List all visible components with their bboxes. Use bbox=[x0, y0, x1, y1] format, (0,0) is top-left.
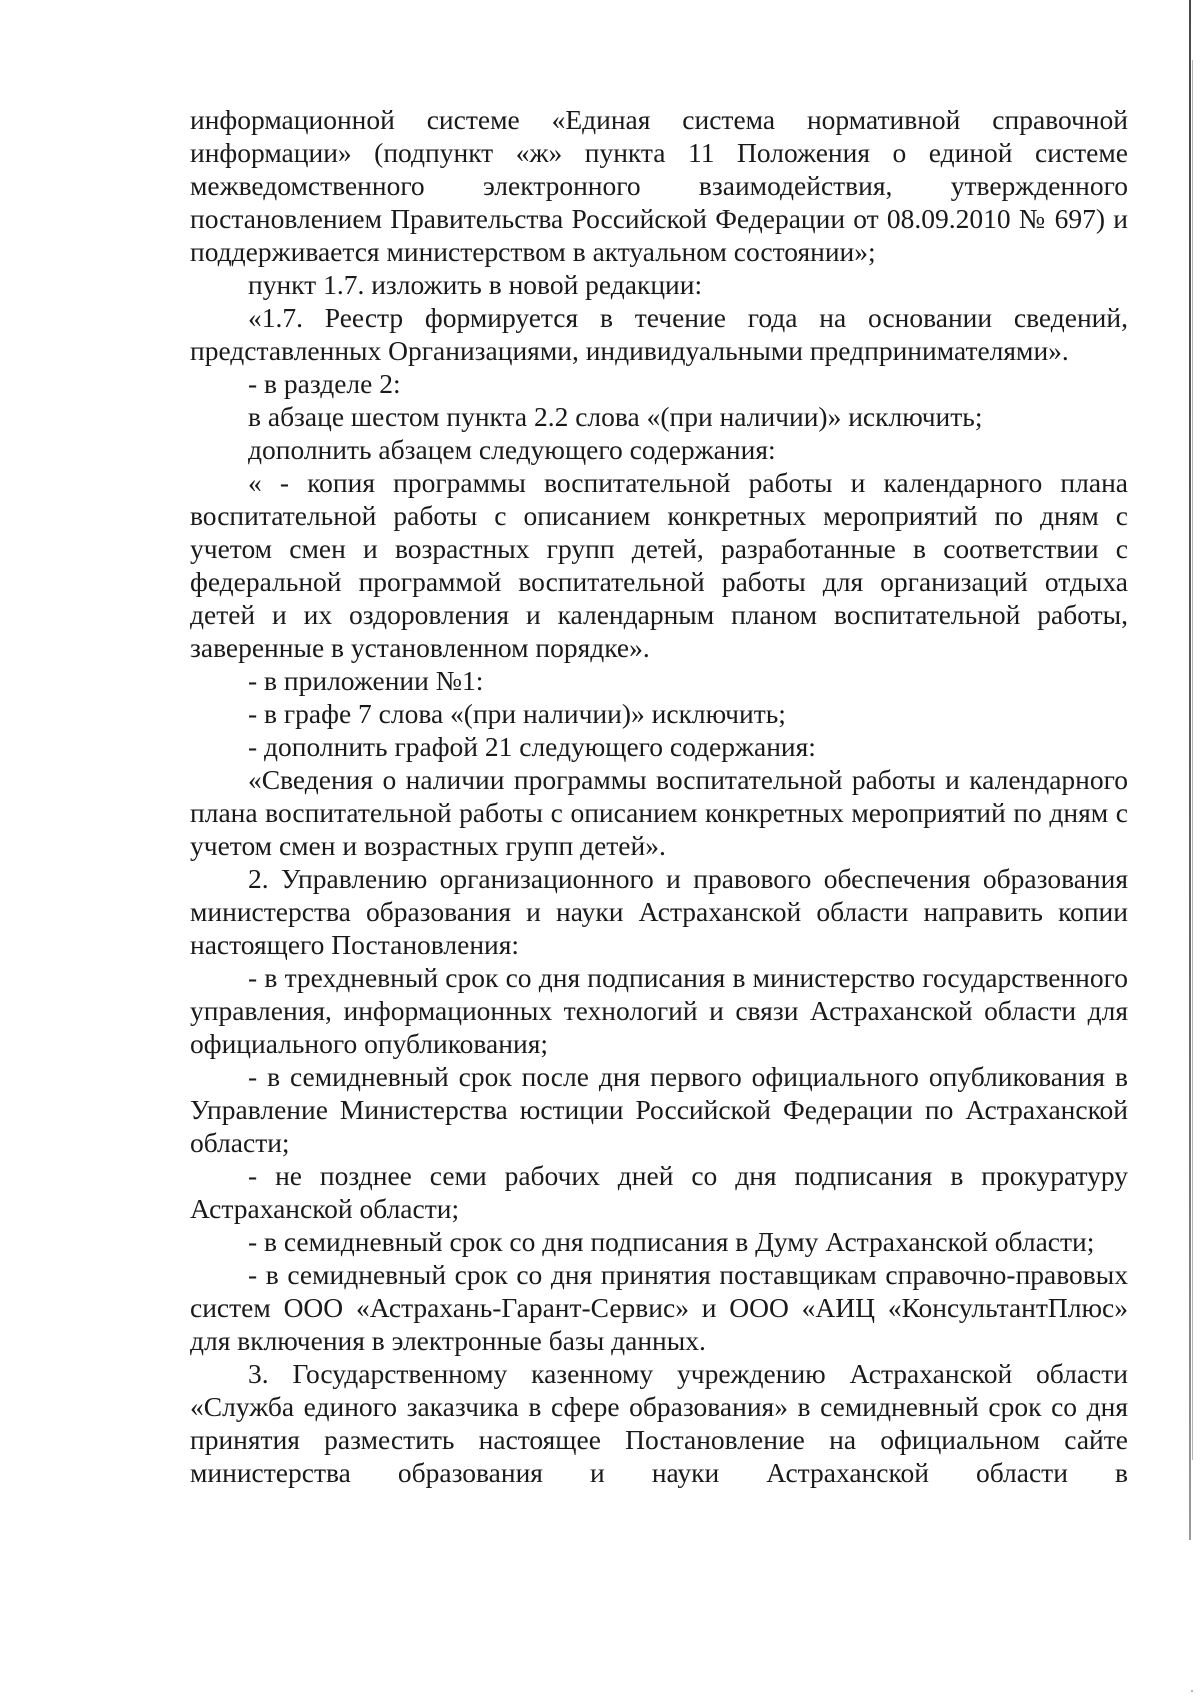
paragraph-15: - в семидневный срок со дня подписания в Думу Астраханской области; bbox=[248, 1226, 1095, 1257]
paragraph-7: - в приложении №1: bbox=[248, 665, 484, 696]
paragraph-10: «Сведения о наличии программы воспитательной работы и календарного плана воспитательной работы с описанием конкретных мероприятий по дням с учетом смен и возрастных групп детей». bbox=[190, 764, 1128, 861]
scan-speck bbox=[1191, 1690, 1193, 1692]
document-body bbox=[190, 103, 1128, 1489]
paragraph-16: - в семидневный срок со дня принятия поставщикам справочно-правовых систем ООО «Астрахань-Гарант-Сервис» и ООО «АИЦ «КонсультантПлюс» для включения в электронные базы данных. bbox=[190, 1259, 1128, 1356]
paragraph-3: - в разделе 2: bbox=[248, 368, 401, 399]
paragraph-6: « - копия программы воспитательной работы и календарного плана воспитательной работы с описанием конкретных мероприятий по дням с учетом смен и возрастных групп детей, разработанные в соответствии с федеральной программой воспитательной работы для организаций отдыха детей и их оздоровления и календарным планом воспитательной работы, заверенные в установленном порядке». bbox=[190, 467, 1128, 663]
paragraph-13: - в семидневный срок после дня первого официального опубликования в Управление Министерства юстиции Российской Федерации по Астраханской области; bbox=[190, 1061, 1128, 1158]
paragraph-11: 2. Управлению организационного и правового обеспечения образования министерства образования и науки Астраханской области направить копии настоящего Постановления: bbox=[190, 863, 1128, 960]
scan-edge-line bbox=[1192, 60, 1193, 1460]
paragraph-9: - дополнить графой 21 следующего содержания: bbox=[248, 731, 816, 762]
paragraph-1: пункт 1.7. изложить в новой редакции: bbox=[248, 269, 703, 300]
paragraph-0: информационной системе «Единая система нормативной справочной информации» (подпункт «ж» пункта 11 Положения о единой системе межведомственного электронного взаимодействия, утвержденного постановлением Правительства Российской Федерации от 08.09.2010 № 697) и поддерживается министерством в актуальном состоянии»; bbox=[190, 104, 1128, 267]
paragraph-17: 3. Государственному казенному учреждению Астраханской области «Служба единого заказчика в сфере образования» в семидневный срок со дня принятия разместить настоящее Постановление на официальном сайте министерства образования и науки Астраханской области в bbox=[190, 1358, 1128, 1488]
paragraph-8: - в графе 7 слова «(при наличии)» исключить; bbox=[248, 698, 786, 729]
paragraph-2: «1.7. Реестр формируется в течение года на основании сведений, представленных Организациями, индивидуальными предпринимателями». bbox=[190, 302, 1128, 366]
paragraph-12: - в трехдневный срок со дня подписания в министерство государственного управления, информационных технологий и связи Астраханской области для официального опубликования; bbox=[190, 962, 1128, 1059]
paragraph-14: - не позднее семи рабочих дней со дня подписания в прокуратуру Астраханской области; bbox=[190, 1160, 1128, 1224]
scan-edge-shadow bbox=[1189, 0, 1191, 1540]
paragraph-4: в абзаце шестом пункта 2.2 слова «(при наличии)» исключить; bbox=[248, 401, 983, 432]
paragraph-5: дополнить абзацем следующего содержания: bbox=[248, 434, 776, 465]
